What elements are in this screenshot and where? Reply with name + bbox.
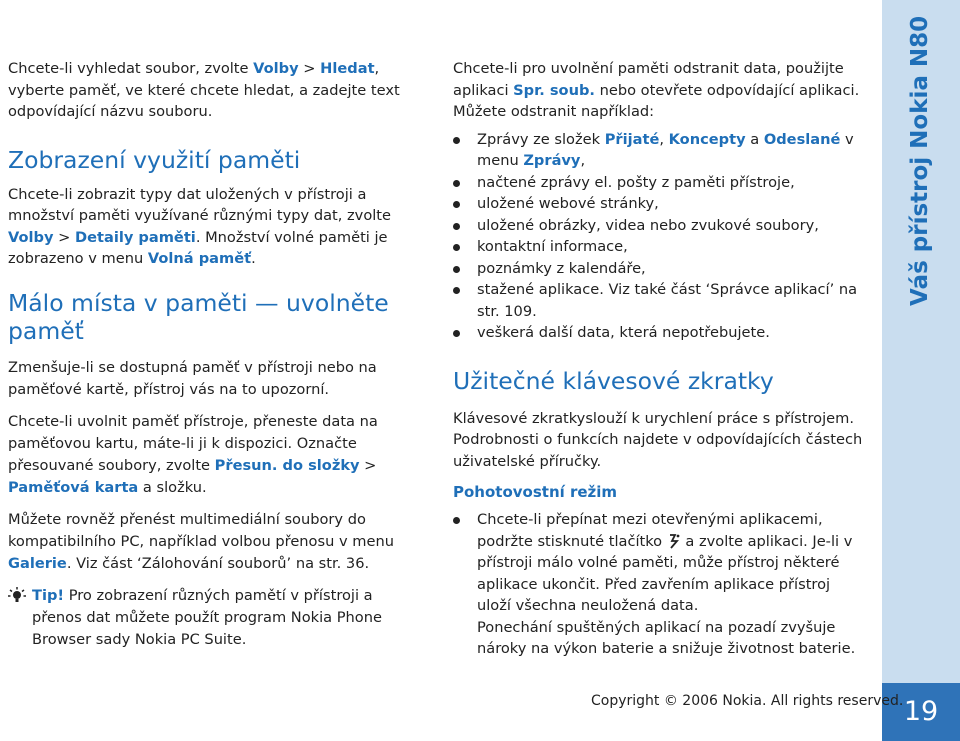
list-item: veškerá další data, která nepotřebujete. bbox=[453, 322, 863, 344]
list-item: Chcete-li přepínat mezi otevřenými aplikacemi, podržte stisknuté tlačítko a zvolte aplikaci. Je-li v přístroji málo volné paměti, může přístroj některé aplikace ukončit. Před zavřením aplikace přístroj uloží všechna neuložená data. Ponechání spuštěných aplikací na pozadí zvyšuje nároky na výkon baterie a snižuje životnost baterie. bbox=[453, 509, 863, 660]
list-item: stažené aplikace. Viz také část ‘Správce aplikací’ na str. 109. bbox=[453, 279, 863, 322]
list-item: kontaktní informace, bbox=[453, 236, 863, 258]
paragraph-low-memory: Zmenšuje-li se dostupná paměť v přístroji nebo na paměťové kartě, přístroj vás na to upozorní. bbox=[8, 358, 377, 398]
paragraph-free-memory: Chcete-li uvolnit paměť přístroje, přeneste data na paměťovou kartu, máte-li ji k dispozici. Označte přesouvané soubory, zvolte Přesun. do složky > Paměťová karta a složku. bbox=[8, 412, 378, 496]
list-item: uložené webové stránky, bbox=[453, 193, 863, 215]
list-item: Zprávy ze složek Přijaté, Koncepty a Odeslané v menu Zprávy, bbox=[453, 129, 863, 172]
list-item: načtené zprávy el. pošty z paměti přístroje, bbox=[453, 172, 863, 194]
page-number: 19 bbox=[882, 683, 960, 741]
standby-list bbox=[453, 509, 863, 660]
list-item: poznámky z kalendáře, bbox=[453, 258, 863, 280]
left-column bbox=[8, 58, 426, 651]
right-column bbox=[453, 58, 863, 660]
paragraph-shortcuts: Klávesové zkratkyslouží k urychlení práce s přístrojem. Podrobnosti o funkcích najdete v odpovídajících částech uživatelské příručky. bbox=[453, 409, 863, 470]
heading-memory-usage: Zobrazení využití paměti bbox=[8, 145, 301, 174]
heading-standby: Pohotovostní režim bbox=[453, 483, 618, 501]
delete-list bbox=[453, 129, 863, 344]
copyright-footer: Copyright © 2006 Nokia. All rights reserved. bbox=[591, 693, 904, 709]
menu-key-icon bbox=[667, 533, 681, 549]
tip-label: Tip! bbox=[32, 586, 65, 604]
lightbulb-icon bbox=[8, 587, 26, 605]
tip-paragraph: Tip! Pro zobrazení různých pamětí v přístroji a přenos dat můžete použít program Nokia Phone Browser sady Nokia PC Suite. bbox=[8, 585, 426, 651]
standby-note: Ponechání spuštěných aplikací na pozadí zvyšuje nároky na výkon baterie a snižuje životnost baterie. bbox=[477, 618, 856, 657]
list-item: uložené obrázky, videa nebo zvukové soubory, bbox=[453, 215, 863, 237]
paragraph-transfer: Můžete rovněž přenést multimediální soubory do kompatibilního PC, například volbou přenosu v menu Galerie. Viz část ‘Zálohování souborů’ na str. 36. bbox=[8, 510, 394, 572]
sidebar-title: Váš přístroj Nokia N80 bbox=[907, 15, 933, 306]
heading-low-memory: Málo místa v paměti — uvolněte paměť bbox=[8, 288, 389, 345]
heading-shortcuts: Užitečné klávesové zkratky bbox=[453, 366, 774, 395]
paragraph-memory-usage: Chcete-li zobrazit typy dat uložených v přístroji a množství paměti využívané různými typy dat, zvolte Volby > Detaily paměti. Množství volné paměti je zobrazeno v menu Volná paměť. bbox=[8, 185, 392, 267]
paragraph-search: Chcete-li vyhledat soubor, zvolte Volby > Hledat, vyberte paměť, ve které chcete hledat, a zadejte text odpovídající názvu souboru. bbox=[8, 60, 400, 120]
paragraph-delete-data: Chcete-li pro uvolnění paměti odstranit data, použijte aplikaci Spr. soub. nebo otevřete odpovídající aplikaci. Můžete odstranit například: bbox=[453, 60, 860, 120]
